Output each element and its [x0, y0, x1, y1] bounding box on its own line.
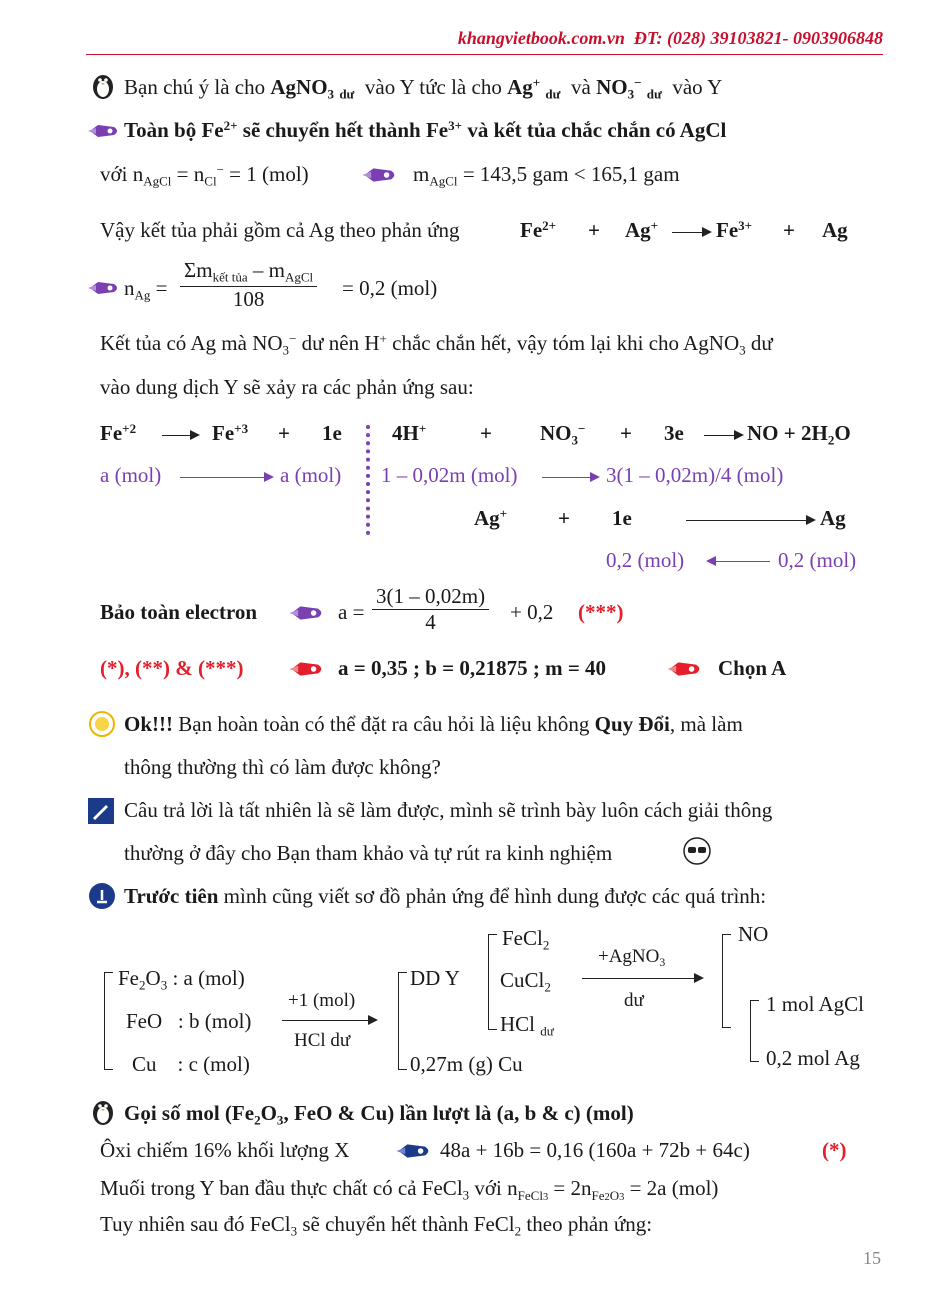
line-1: Bạn chú ý là cho AgNO$_3$ $_{dư}$ vào Y tức là cho Ag+ $_{dư}$ và $NO_3^-$ $_{dư}$ vào Y [124, 75, 723, 102]
rocket-icon [666, 658, 704, 680]
penguin-icon [88, 70, 118, 100]
rocket-icon [362, 164, 398, 186]
n-ag-result: = 0,2 (mol) [342, 276, 438, 300]
rocket-icon [88, 121, 120, 141]
divider [366, 425, 370, 535]
penguin-icon [88, 1096, 118, 1126]
header-site: khangvietbook.com.vn [457, 28, 625, 48]
rx-a-mol: a (mol) [100, 463, 162, 487]
brace [104, 972, 113, 1070]
rx-fe: $Fe^{+2}$ [100, 421, 137, 446]
salt-line: Muối trong Y ban đầu thực chất có cả FeCl$_3$ với $n_{FeCl3} = 2n_{Fe2O3} = 2a$ (mol) [100, 1176, 719, 1203]
pen-icon [88, 798, 114, 824]
header-phone: ĐT: (028) 39103821- 0903906848 [633, 28, 883, 48]
answer-line-2: thường ở đây cho Bạn tham khảo và tự rút ra kinh nghiệm [124, 841, 613, 865]
first-line: Trước tiên mình cũng viết sơ đồ phản ứng để hình dung được các quá trình: [124, 884, 767, 908]
line-7: vào dung dịch Y sẽ xảy ra các phản ứng sau: [100, 375, 474, 399]
rocket-icon [396, 1140, 432, 1162]
page-header [458, 28, 883, 49]
oxygen-line: Ôxi chiếm 16% khối lượng X [100, 1138, 350, 1162]
rocket-icon [288, 658, 326, 680]
summary-tags: (*), (**) & (***) [100, 656, 244, 680]
n-ag: $n_{Ag}$ = [124, 276, 168, 303]
ok-line: Ok!!! Bạn hoàn toàn có thể đặt ra câu hỏi là liệu không Quy Đổi, mà làm [124, 712, 743, 736]
page-number: 15 [863, 1248, 881, 1268]
glasses-icon [682, 836, 712, 866]
line-3b: $m_{AgCl} = 143,5$ gam < 165,1 gam [413, 162, 680, 189]
scheme-fe2o3: $Fe_2O_3$ : a (mol) [118, 966, 245, 993]
electron-conservation: Bảo toàn electron [100, 600, 258, 624]
rocket-icon [88, 278, 120, 298]
line-4: Vậy kết tủa phải gồm cả Ag theo phản ứng [100, 218, 460, 242]
n-ag-fraction: $\Sigma m_{kết tủa} - m_{AgCl}$ 108 [180, 258, 317, 312]
reaction-fe-ag: $Fe^{2+}$ [520, 218, 557, 243]
microscope-icon [88, 882, 116, 910]
header-rule [86, 54, 883, 55]
arrow [672, 232, 710, 233]
scheme-ddy: DD Y [410, 966, 460, 990]
coin-icon [88, 710, 116, 738]
answer-line-1: Câu trả lời là tất nhiên là sẽ làm được, mình sẽ trình bày luôn cách giải thông [124, 798, 773, 822]
however-line: Tuy nhiên sau đó FeCl$_3$ sẽ chuyển hết thành FeCl$_2$ theo phản ứng: [100, 1212, 653, 1239]
line-3: với $n_{AgCl} = n_{Cl}^- = 1$ (mol) [100, 162, 309, 189]
line-2: Toàn bộ $Fe^{2+}$ sẽ chuyển hết thành $Fe^{3+}$ và kết tủa chắc chắn có AgCl [124, 118, 727, 143]
let-moles: Gọi số mol ($Fe_2O_3$, FeO & Cu) lần lượt là (a, b & c) (mol) [124, 1101, 634, 1128]
line-6: Kết tủa có Ag mà $NO_3^-$ dư nên H+ chắc chắn hết, vậy tóm lại khi cho AgNO$_3$ dư [100, 331, 773, 358]
rocket-icon [288, 602, 326, 624]
